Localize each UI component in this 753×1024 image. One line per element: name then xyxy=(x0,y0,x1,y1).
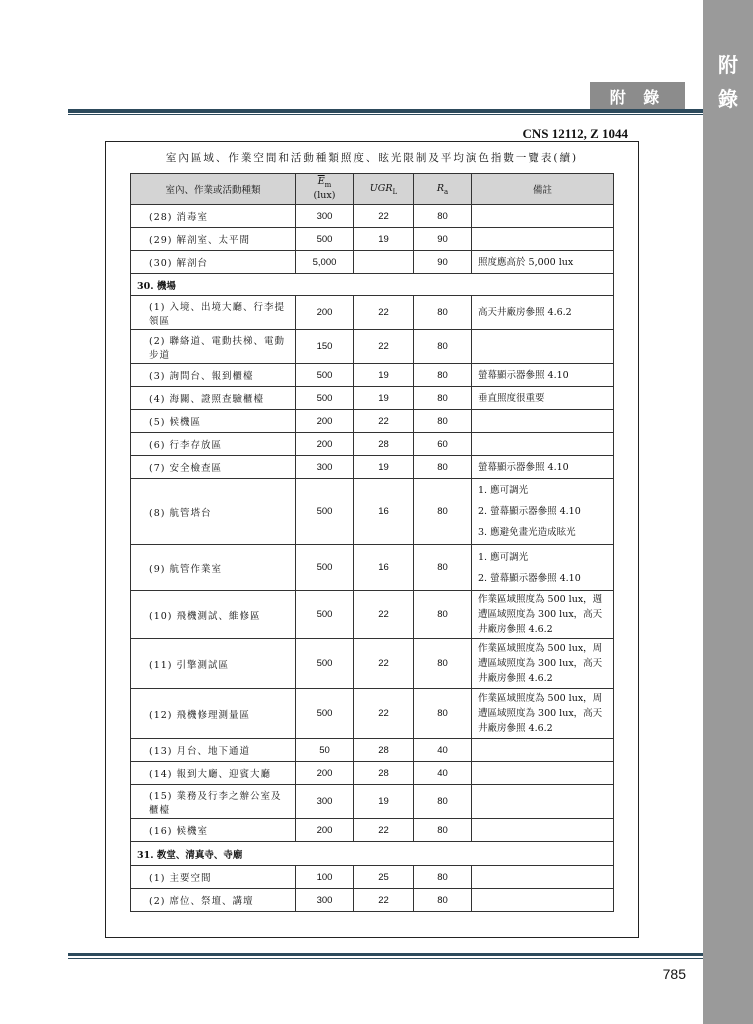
table-row xyxy=(131,866,614,889)
cell-ugr: 22 xyxy=(354,591,414,639)
table-row xyxy=(131,433,614,456)
cell-area: (4) 海關、證照查驗櫃檯 xyxy=(131,387,296,410)
note-line: 1. 應可調光 xyxy=(478,551,529,563)
table-header-row xyxy=(131,174,614,205)
cell-note: 作業區域照度為 500 lux，周遭區域照度為 300 lux，高天井廠房參照 4.6.2 xyxy=(472,639,614,689)
cell-ugr: 25 xyxy=(354,866,414,889)
cell-em: 300 xyxy=(296,889,354,912)
cell-ugr: 22 xyxy=(354,410,414,433)
cell-ugr: 19 xyxy=(354,364,414,387)
ra-sub: a xyxy=(443,187,449,196)
cell-ra: 60 xyxy=(414,433,472,456)
cell-area: (7) 安全檢查區 xyxy=(131,456,296,479)
cell-note xyxy=(472,330,614,364)
cell-em: 100 xyxy=(296,866,354,889)
cell-ugr xyxy=(354,251,414,274)
cell-area: (2) 聯絡道、電動扶梯、電動步道 xyxy=(131,330,296,364)
cell-note xyxy=(472,889,614,912)
header-note: 備註 xyxy=(472,174,614,205)
cell-em: 500 xyxy=(296,228,354,251)
cell-area: (30) 解剖台 xyxy=(131,251,296,274)
cell-ugr: 22 xyxy=(354,889,414,912)
header-em xyxy=(296,174,354,205)
page-number: 785 xyxy=(662,966,686,982)
cell-area: (11) 引擎測試區 xyxy=(131,639,296,689)
header-ra xyxy=(414,174,472,205)
note-line: 3. 應避免畫光造成眩光 xyxy=(478,527,576,538)
cell-area: (8) 航管塔台 xyxy=(131,479,296,545)
cell-note: 照度應高於 5,000 lux xyxy=(472,251,614,274)
cell-area: (10) 飛機測試、維修區 xyxy=(131,591,296,639)
cell-note xyxy=(472,785,614,819)
table-row xyxy=(131,387,614,410)
cell-em: 500 xyxy=(296,545,354,591)
cell-area: (13) 月台、地下通道 xyxy=(131,739,296,762)
cell-area: (14) 報到大廳、迎賓大廳 xyxy=(131,762,296,785)
cell-ra: 80 xyxy=(414,819,472,842)
cell-area: (12) 飛機修理測量區 xyxy=(131,689,296,739)
cell-em: 300 xyxy=(296,456,354,479)
cell-ugr: 28 xyxy=(354,739,414,762)
table-row xyxy=(131,591,614,639)
cell-area: (9) 航管作業室 xyxy=(131,545,296,591)
cell-note xyxy=(472,819,614,842)
cell-note xyxy=(472,866,614,889)
cell-ra: 90 xyxy=(414,228,472,251)
cell-note: 作業區域照度為 500 lux，週遭區域照度為 300 lux，高天井廠房參照 4.6.2 xyxy=(472,591,614,639)
cell-note xyxy=(472,739,614,762)
cell-ugr: 22 xyxy=(354,205,414,228)
table-row xyxy=(131,689,614,739)
em-symbol: $\overline{E}$ xyxy=(317,175,325,187)
table-row xyxy=(131,364,614,387)
table-row xyxy=(131,785,614,819)
section-heading-airport: 30. 機場 xyxy=(131,274,614,296)
cell-em: 500 xyxy=(296,364,354,387)
cell-note: 高天井廠房參照 4.6.2 xyxy=(472,296,614,330)
cell-em: 200 xyxy=(296,296,354,330)
cell-note xyxy=(472,762,614,785)
cell-ra: 90 xyxy=(414,251,472,274)
cell-note xyxy=(472,205,614,228)
ra-symbol: R xyxy=(436,182,444,194)
cell-note xyxy=(472,545,614,591)
table-row xyxy=(131,456,614,479)
cell-ra: 80 xyxy=(414,689,472,739)
cell-ra: 80 xyxy=(414,456,472,479)
cell-ra: 80 xyxy=(414,479,472,545)
section-row xyxy=(131,274,614,296)
cell-ra: 80 xyxy=(414,591,472,639)
cell-ra: 80 xyxy=(414,545,472,591)
table-row xyxy=(131,889,614,912)
cell-note: 作業區域照度為 500 lux，周遭區域照度為 300 lux，高天井廠房參照 4.6.2 xyxy=(472,689,614,739)
cell-ugr: 28 xyxy=(354,433,414,456)
cell-ra: 40 xyxy=(414,762,472,785)
cell-em: 500 xyxy=(296,479,354,545)
table-row xyxy=(131,639,614,689)
cell-note: 垂直照度很重要 xyxy=(472,387,614,410)
cell-em: 500 xyxy=(296,689,354,739)
em-sub: m xyxy=(324,180,332,189)
table-row xyxy=(131,251,614,274)
cell-ra: 40 xyxy=(414,739,472,762)
header-area: 室內、作業或活動種類 xyxy=(131,174,296,205)
side-margin-bar xyxy=(703,0,753,1024)
cell-ugr: 22 xyxy=(354,819,414,842)
cell-ra: 80 xyxy=(414,639,472,689)
cell-ra: 80 xyxy=(414,889,472,912)
cell-area: (1) 主要空間 xyxy=(131,866,296,889)
cell-ra: 80 xyxy=(414,205,472,228)
header-rule xyxy=(68,109,703,113)
note-line: 2. 螢幕顯示器參照 4.10 xyxy=(478,506,581,517)
cell-ugr: 16 xyxy=(354,545,414,591)
footer-rule xyxy=(68,953,703,956)
cell-area: (3) 詢問台、報到櫃檯 xyxy=(131,364,296,387)
cell-note: 螢幕顯示器參照 4.10 xyxy=(472,364,614,387)
footer-rule-thin xyxy=(68,958,703,959)
cell-area: (1) 入境、出境大廳、行李提領區 xyxy=(131,296,296,330)
header-rule-thin xyxy=(68,114,703,115)
cell-area: (2) 席位、祭壇、講壇 xyxy=(131,889,296,912)
header-ugr xyxy=(354,174,414,205)
side-label-top: 附 xyxy=(718,53,738,77)
cell-ra: 80 xyxy=(414,785,472,819)
cell-ra: 80 xyxy=(414,866,472,889)
cell-ra: 80 xyxy=(414,296,472,330)
table-row xyxy=(131,228,614,251)
side-label-bottom: 錄 xyxy=(718,87,738,111)
cell-ugr: 19 xyxy=(354,228,414,251)
cell-em: 500 xyxy=(296,639,354,689)
cell-em: 5,000 xyxy=(296,251,354,274)
cell-ra: 80 xyxy=(414,330,472,364)
table-row xyxy=(131,410,614,433)
table-row xyxy=(131,479,614,545)
cell-note xyxy=(472,433,614,456)
cell-area: (28) 消毒室 xyxy=(131,205,296,228)
cell-ra: 80 xyxy=(414,364,472,387)
cell-note: 螢幕顯示器參照 4.10 xyxy=(472,456,614,479)
em-unit: (lux) xyxy=(313,190,336,202)
table-row xyxy=(131,819,614,842)
ugr-sub: L xyxy=(392,187,398,196)
cell-em: 200 xyxy=(296,819,354,842)
table-row xyxy=(131,545,614,591)
cell-ugr: 19 xyxy=(354,387,414,410)
table-row xyxy=(131,739,614,762)
cell-em: 200 xyxy=(296,410,354,433)
cell-note xyxy=(472,228,614,251)
cell-em: 200 xyxy=(296,762,354,785)
cell-ugr: 22 xyxy=(354,689,414,739)
cell-area: (5) 候機區 xyxy=(131,410,296,433)
table-row xyxy=(131,296,614,330)
cell-em: 200 xyxy=(296,433,354,456)
cell-em: 300 xyxy=(296,785,354,819)
cell-em: 50 xyxy=(296,739,354,762)
standard-number: CNS 12112, Z 1044 xyxy=(522,126,628,141)
cell-ugr: 22 xyxy=(354,639,414,689)
cell-note xyxy=(472,410,614,433)
table-row xyxy=(131,762,614,785)
table-caption: 室內區域、作業空間和活動種類照度、眩光限制及平均演色指數一覽表(續) xyxy=(165,152,579,164)
note-line: 2. 螢幕顯示器參照 4.10 xyxy=(478,572,581,584)
cell-em: 500 xyxy=(296,591,354,639)
cell-area: (16) 候機室 xyxy=(131,819,296,842)
cell-area: (29) 解剖室、太平間 xyxy=(131,228,296,251)
cell-ugr: 19 xyxy=(354,456,414,479)
section-tab: 附 錄 xyxy=(590,82,685,110)
cell-area: (15) 業務及行李之辦公室及櫃檯 xyxy=(131,785,296,819)
cell-area: (6) 行李存放區 xyxy=(131,433,296,456)
cell-ugr: 19 xyxy=(354,785,414,819)
cell-em: 500 xyxy=(296,387,354,410)
table-row xyxy=(131,205,614,228)
section-heading-places-of-worship: 31. 教堂、清真寺、寺廟 xyxy=(131,842,614,866)
cell-em: 150 xyxy=(296,330,354,364)
lighting-table xyxy=(130,173,614,912)
note-line: 1. 應可調光 xyxy=(478,485,529,496)
cell-em: 300 xyxy=(296,205,354,228)
cell-ugr: 16 xyxy=(354,479,414,545)
cell-ugr: 22 xyxy=(354,296,414,330)
section-row xyxy=(131,842,614,866)
cell-ra: 80 xyxy=(414,410,472,433)
ugr-symbol: UGR xyxy=(369,182,393,194)
table-row xyxy=(131,330,614,364)
cell-ugr: 22 xyxy=(354,330,414,364)
cell-ra: 80 xyxy=(414,387,472,410)
cell-ugr: 28 xyxy=(354,762,414,785)
cell-note xyxy=(472,479,614,545)
